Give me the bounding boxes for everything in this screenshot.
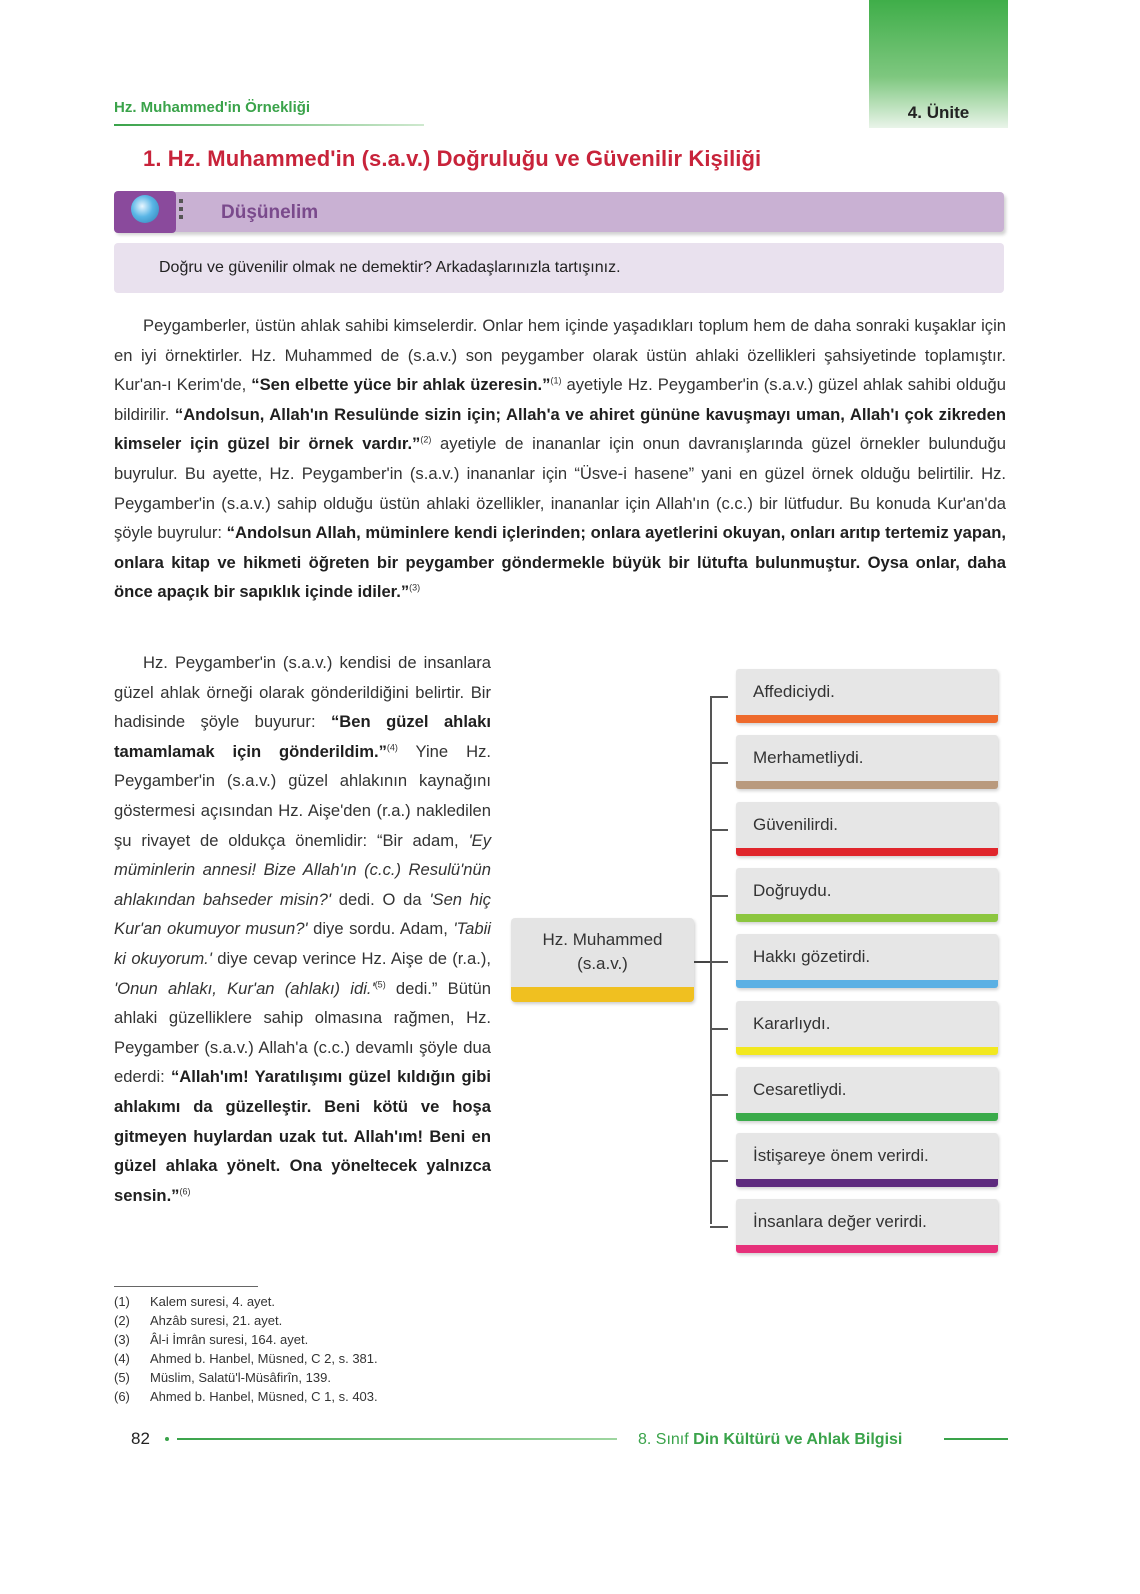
diagram-branch <box>710 1160 728 1162</box>
trait-box <box>736 1001 998 1055</box>
trait-box <box>736 1199 998 1253</box>
trait-box <box>736 1067 998 1121</box>
footnotes <box>114 1292 378 1406</box>
footnote-item: (3) Âl-i İmrân suresi, 164. ayet. <box>114 1332 309 1347</box>
diagram-spine <box>710 696 712 1224</box>
trait-label: İstişareye önem verirdi. <box>753 1146 929 1165</box>
trait-box <box>736 868 998 922</box>
trait-color-bar <box>736 781 998 789</box>
diagram-connector <box>694 961 710 963</box>
diagram-branch <box>710 961 728 963</box>
trait-color-bar <box>736 1113 998 1121</box>
trait-box <box>736 1133 998 1187</box>
footer-rule-left <box>177 1438 617 1440</box>
trait-color-bar <box>736 980 998 988</box>
think-box-label: Düşünelim <box>221 202 319 223</box>
trait-label: Doğruydu. <box>753 881 832 900</box>
trait-color-bar <box>736 848 998 856</box>
trait-color-bar <box>736 1047 998 1055</box>
footnote-item: (5) Müslim, Salatü'l-Müsâfirîn, 139. <box>114 1370 331 1385</box>
diagram-branch <box>710 1028 728 1030</box>
running-title: Hz. Muhammed'in Örnekliği <box>114 99 311 116</box>
diagram-branch <box>710 1226 728 1228</box>
trait-label: İnsanlara değer verirdi. <box>753 1212 927 1231</box>
diagram-center-node: Hz. Muhammed (s.a.v.) <box>511 918 694 1002</box>
footer-book-title: 8. Sınıf Din Kültürü ve Ahlak Bilgisi <box>638 1431 903 1448</box>
footnote-item: (6) Ahmed b. Hanbel, Müsned, C 1, s. 403. <box>114 1389 378 1404</box>
footer-dot <box>165 1437 169 1441</box>
quote-ayah-1: “Sen elbette yüce bir ahlak üzeresin.” <box>251 375 551 395</box>
trait-box <box>736 735 998 789</box>
globe-icon <box>131 195 159 223</box>
trait-label: Merhametliydi. <box>753 748 864 767</box>
quote-ayah-2: “Andolsun, Allah'ın Resulünde sizin için; Allah'a ve ahiret gününe kavuşmayı uman, Allah'ı çok zikreden kimseler için güzel bir örnek vardır.” <box>114 404 1007 454</box>
diagram-branch <box>710 1094 728 1096</box>
trait-label: Cesaretliydi. <box>753 1080 847 1099</box>
quote-ayah-3: “Andolsun Allah, müminlere kendi içlerinden; onlara ayetlerini okuyan, onları arıtıp tertemiz yapan, onlara kitap ve hikmeti öğreten bir peygamber göndermekle büyük bir lütufta bulunmuştur. Oysa onlar, daha önce apaçık bir sapıklık içinde idiler.” <box>114 523 1006 602</box>
quote-hadith: “Ben güzel ahlakı tamamlamak için gönderildim.” <box>114 712 491 761</box>
unit-label: 4. Ünite <box>907 103 970 122</box>
footnote-item: (1) Kalem suresi, 4. ayet. <box>114 1294 275 1309</box>
trait-label: Kararlıydı. <box>753 1014 831 1033</box>
running-title-rule <box>114 124 424 126</box>
quote-prayer: “Allah'ım! Yaratılışımı güzel kıldığın gibi ahlakımı da güzelleştir. Beni kötü ve hoşa gitmeyen huylardan uzak tut. Allah'ım! Beni en güzel ahlaka yönelt. Ona yöneltecek yalnızca sensin.” <box>114 1067 491 1205</box>
trait-box <box>736 802 998 856</box>
think-question: Doğru ve güvenilir olmak ne demektir? Arkadaşlarınızla tartışınız. <box>159 259 621 276</box>
trait-box <box>736 669 998 723</box>
dots-icon <box>179 196 185 226</box>
trait-box <box>736 934 998 988</box>
footnote-item: (2) Ahzâb suresi, 21. ayet. <box>114 1313 283 1328</box>
trait-label: Güvenilirdi. <box>753 815 839 834</box>
trait-color-bar <box>736 1245 998 1253</box>
trait-color-bar <box>736 715 998 723</box>
diagram-branch <box>710 696 728 698</box>
think-question-box <box>114 243 1004 293</box>
trait-color-bar <box>736 1179 998 1187</box>
footnote-item: (4) Ahmed b. Hanbel, Müsned, C 2, s. 381. <box>114 1351 378 1366</box>
diagram-branch <box>710 895 728 897</box>
footer-rule-right <box>944 1438 1008 1440</box>
page-number: 82 <box>131 1429 150 1448</box>
trait-label: Hakkı gözetirdi. <box>753 947 871 966</box>
paragraph-hadith: Hz. Peygamber'in (s.a.v.) kendisi de insanlara güzel ahlak örneği olarak gönderildiğini belirtir. Bir hadisinde şöyle buyurur: “Ben güzel ahlakı tamamlamak için gönderildim.”$^{(4)}$ Yine Hz. Peygamber'in (s.a.v.) güzel ahlakının kaynağını göstermesi açısından Hz. Aişe'den (r.a.) nakledilen şu rivayet de oldukça önemlidir: “Bir adam, 'Ey müminlerin annesi! Bize Allah'ın (c.c.) Resulü'nün ahlakından bahseder misin?' dedi. O da 'Sen hiç Kur'an okumuyor musun?' diye sordu. Adam, 'Tabii ki okuyorum.' diye cevap verince Hz. Aişe de (r.a.), 'Onun ahlakı, Kur'an (ahlakı) $idi.'^{(5)}$ dedi.” Bütün ahlaki güzelliklere sahip olmasına rağmen, Hz. Peygamber (s.a.v.) Allah'a (c.c.) devamlı şöyle dua ederdi: “Allah'ım! Yaratılışımı güzel kıldığın gibi ahlakımı da güzelleştir. Beni kötü ve hoşa gitmeyen huylardan uzak tut. Allah'ım! Beni en güzel ahlaka yönelt. Ona yöneltecek yalnızca sensin.”$^{(6)}$ <box>114 653 491 1205</box>
footnote-rule <box>114 1286 258 1287</box>
section-title: 1. Hz. Muhammed'in (s.a.v.) Doğruluğu ve Güvenilir Kişiliği <box>143 146 762 171</box>
diagram-branch <box>710 829 728 831</box>
paragraph-intro: Peygamberler, üstün ahlak sahibi kimselerdir. Onlar hem içinde yaşadıkları toplum hem de daha sonraki kuşaklar için en iyi örnektirler. Hz. Muhammed de (s.a.v.) son peygamber olarak üstün ahlaki özellikleri şahsiyetinde toplamıştır. Kur'an-ı Kerim'de, “Sen elbette yüce bir ahlak üzeresin.”$^{(1)}$ ayetiyle Hz. Peygamber'in (s.a.v.) güzel ahlak sahibi olduğu bildirilir. “Andolsun, Allah'ın Resulünde sizin için; Allah'a ve ahiret gününe kavuşmayı uman, Allah'ı çok zikreden kimseler için güzel bir örnek vardır.”$^{(2)}$ ayetiyle de inananlar için onun davranışlarında güzel örnekler bulunduğu buyrulur. Bu ayette, Hz. Peygamber'in (s.a.v.) inananlar için “Üsve-i hasene” yani en güzel örnek olduğu belirtilir. Hz. Peygamber'in (s.a.v.) sahip olduğu üstün ahlaki özellikler, inananlar için Allah'ın (c.c.) bir lütfudur. Bu konuda Kur'an'da şöyle buyrulur: “Andolsun Allah, müminlere kendi içlerinden; onlara ayetlerini okuyan, onları arıtıp tertemiz yapan, onlara kitap ve hikmeti öğreten bir peygamber göndermekle büyük bir lütufta bulunmuştur. Oysa onlar, daha önce apaçık bir sapıklık içinde idiler.”$^{(3)}$ <box>114 316 1007 602</box>
trait-color-bar <box>736 914 998 922</box>
diagram-branch <box>710 762 728 764</box>
trait-label: Affediciydi. <box>753 682 835 701</box>
center-node-color-bar <box>511 987 694 1002</box>
